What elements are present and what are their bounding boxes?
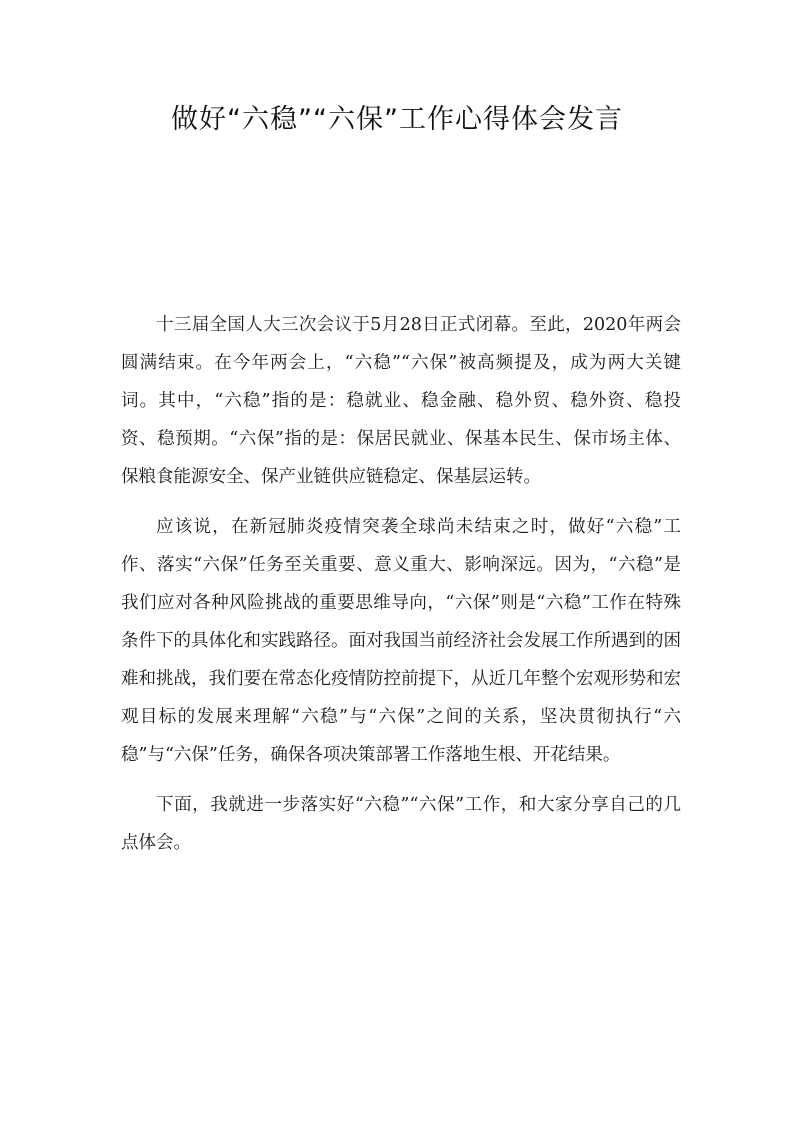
document-body xyxy=(121,306,681,874)
paragraph-1: 十三届全国人大三次会议于5月28日正式闭幕。至此，2020年两会圆满结束。在今年两会上，“六稳”“六保”被高频提及，成为两大关键词。其中，“六稳”指的是：稳就业、稳金融、稳外贸、稳外资、稳投资、稳预期。“六保”指的是：保居民就业、保基本民生、保市场主体、保粮食能源安全、保产业链供应链稳定、保基层运转。 xyxy=(121,315,681,487)
paragraph-3: 下面，我就进一步落实好“六稳”“六保”工作，和大家分享自己的几点体会。 xyxy=(121,795,681,853)
paragraph-2: 应该说，在新冠肺炎疫情突袭全球尚未结束之时，做好“六稳”工作、落实“六保”任务至关重要、意义重大、影响深远。因为，“六稳”是我们应对各种风险挑战的重要思维导向，“六保”则是“六稳”工作在特殊条件下的具体化和实践路径。面对我国当前经济社会发展工作所遇到的困难和挑战，我们要在常态化疫情防控前提下，从近几年整个宏观形势和宏观目标的发展来理解“六稳”与“六保”之间的关系，坚决贯彻执行“六稳”与“六保”任务，确保各项决策部署工作落地生根、开花结果。 xyxy=(121,517,681,765)
document-title: 做好“六稳”“六保”工作心得体会发言 xyxy=(171,104,623,135)
